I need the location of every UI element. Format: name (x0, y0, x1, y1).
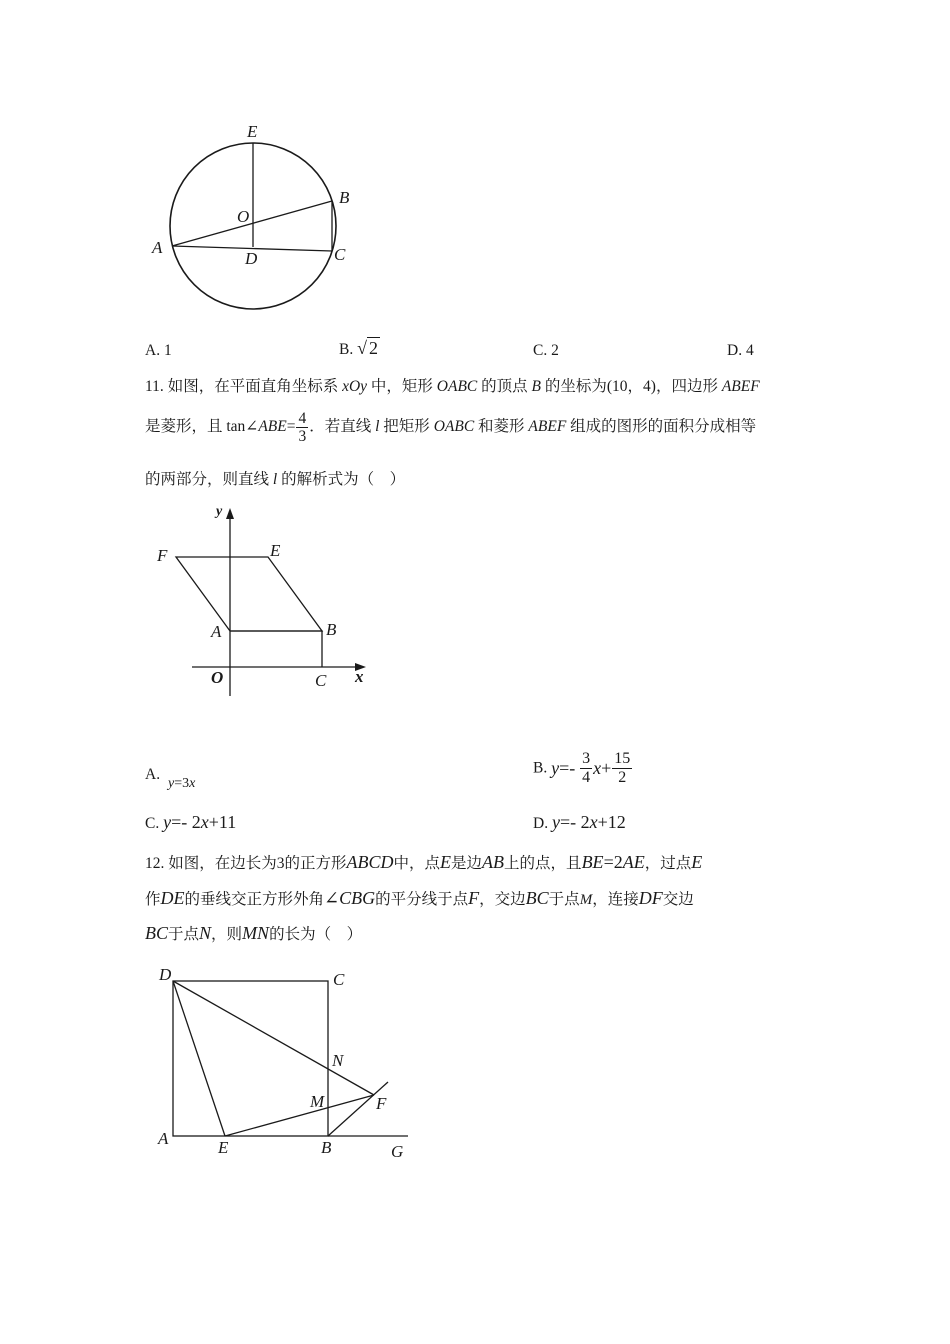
numerator: 3 (582, 750, 591, 767)
q12-line-3 (145, 924, 362, 943)
label-b: B (321, 1138, 332, 1157)
label-b: B (326, 620, 337, 639)
text: 作 (145, 891, 161, 908)
text: 如图，在平面直角坐标系 (167, 378, 343, 395)
segment-de (173, 981, 225, 1136)
text: ，过点 (644, 855, 692, 872)
math-var: E (440, 852, 452, 872)
numerator: 4 (298, 410, 307, 427)
label-m: M (310, 1092, 325, 1111)
math-var: x (589, 812, 598, 832)
option-value: 2 (551, 342, 559, 359)
math-var: BE (581, 852, 604, 872)
text: ，则 (211, 926, 243, 943)
text: 如图，在边长为3的正方形 (168, 855, 347, 872)
segment-df (173, 981, 374, 1095)
math-var: y (551, 812, 560, 832)
label-o: O (237, 207, 250, 226)
q11-line-3 (145, 472, 405, 488)
question-number: 11. (145, 378, 164, 395)
math-var: B (531, 378, 541, 395)
square-abcd (173, 981, 328, 1136)
text: ，连接 (592, 891, 639, 908)
fraction-15-2 (612, 750, 632, 786)
math-var: AB (482, 852, 505, 872)
math-var: xOy (342, 378, 368, 395)
radicand: 2 (368, 338, 378, 358)
math-var: x (593, 758, 602, 779)
label-a: A (158, 1129, 169, 1148)
option-value: 1 (163, 342, 172, 359)
segment-ab (172, 201, 332, 246)
math-var: x (189, 776, 196, 791)
label-c: C (334, 245, 346, 264)
math-var: AE (622, 852, 645, 872)
text: 中，点 (393, 855, 441, 872)
q12-line-2 (145, 889, 694, 908)
label-f: F (157, 546, 168, 565)
q11-option-b[interactable] (533, 750, 633, 786)
math-var: BC (525, 888, 549, 908)
math-var: ABCD (346, 852, 394, 872)
denominator: 3 (298, 428, 307, 446)
text: 的长为（ ） (269, 926, 363, 943)
text: ．若直线 (309, 418, 376, 436)
option-letter: A. (145, 342, 161, 359)
option-letter: C. (145, 815, 160, 832)
y-axis-arrow-icon (226, 508, 234, 519)
label-a: A (152, 238, 163, 257)
label-x: x (355, 667, 364, 686)
sqrt-expression (357, 339, 380, 357)
math-var: y (168, 776, 175, 791)
text: 的平分线于点 (375, 891, 469, 908)
q10-option-d[interactable] (727, 343, 754, 359)
label-y: y (216, 504, 223, 519)
label-g: G (391, 1142, 404, 1161)
text: 交边 (662, 891, 694, 908)
math-var: OABC (433, 418, 475, 436)
label-b: B (339, 188, 350, 207)
option-value: 4 (745, 342, 754, 359)
label-n: N (332, 1051, 344, 1070)
fraction-4-3 (296, 410, 308, 445)
text: 和菱形 (474, 418, 529, 436)
math-text: =- (559, 758, 576, 779)
math-var: CBG (339, 888, 376, 908)
option-letter: C. (533, 342, 548, 359)
label-d: D (245, 249, 258, 268)
text: 把矩形 (379, 418, 434, 436)
math-var: DE (160, 888, 185, 908)
text: 是菱形，且 tan∠ (145, 418, 259, 436)
label-o: O (211, 668, 224, 687)
text: 中，矩形 (367, 378, 437, 395)
text: 组成的图形的面积分成相等 (566, 418, 757, 436)
angle-icon: ∠ (324, 888, 340, 908)
math-var: y (163, 812, 172, 832)
math-var: x (200, 812, 209, 832)
q11-option-a[interactable] (145, 767, 160, 783)
text: 的解析式为（ ） (277, 471, 406, 488)
fraction-3-4 (580, 750, 592, 786)
text: 于点 (168, 926, 200, 943)
q11-line-2 (145, 410, 756, 445)
math-var: N (199, 923, 212, 943)
q11-line-1 (145, 379, 760, 395)
label-c: C (315, 671, 327, 690)
math-text: +11 (208, 812, 237, 832)
math-text: =2 (603, 852, 623, 872)
label-e: E (218, 1138, 229, 1157)
math-var: DF (638, 888, 663, 908)
q12-line-1 (145, 853, 702, 872)
math-var: l (375, 418, 380, 436)
math-var: BC (145, 923, 169, 943)
text: = (286, 418, 296, 436)
math-text: =3 (174, 776, 190, 791)
rhombus-abef (176, 557, 322, 631)
q11-coordinate-figure (150, 500, 380, 700)
sqrt-icon: √ (357, 338, 367, 358)
math-var: y (551, 758, 560, 779)
math-text: +12 (597, 812, 626, 832)
rectangle-oabc (230, 631, 322, 667)
label-f: F (376, 1094, 387, 1113)
q12-square-figure (150, 960, 420, 1170)
math-text: =- 2 (171, 812, 201, 832)
math-var: l (272, 471, 278, 488)
denominator: 4 (582, 768, 591, 786)
q11-option-c[interactable] (145, 813, 236, 832)
text: 的顶点 (477, 378, 532, 395)
label-a: A (211, 622, 222, 641)
text: 的垂线交正方形外角 (184, 891, 325, 908)
option-letter: B. (339, 341, 354, 358)
q10-circle-figure (140, 115, 380, 325)
text: 上的点，且 (504, 855, 582, 872)
label-e: E (270, 541, 281, 560)
math-text: + (601, 758, 612, 779)
label-d: D (159, 965, 172, 984)
math-var: M (579, 892, 593, 908)
math-var: ABEF (721, 378, 760, 395)
q11-option-d[interactable] (533, 813, 626, 832)
text: 于点 (548, 891, 580, 908)
option-letter: D. (533, 815, 549, 832)
text: 是边 (451, 855, 483, 872)
math-var: MN (242, 923, 270, 943)
option-letter: B. (533, 759, 548, 777)
math-var: ABEF (528, 418, 567, 436)
math-var: ABE (258, 418, 287, 436)
text: ，交边 (479, 891, 526, 908)
q10-option-c[interactable] (533, 343, 559, 359)
math-var: F (468, 888, 480, 908)
text: 的两部分，则直线 (145, 471, 273, 488)
text: 的坐标为(10，4)，四边形 (541, 378, 722, 395)
question-number: 12. (145, 855, 165, 872)
q11-option-a-expr (168, 777, 195, 791)
label-c: C (333, 970, 345, 989)
q10-option-b[interactable] (339, 339, 380, 358)
denominator: 2 (618, 768, 627, 786)
option-letter: D. (727, 342, 743, 359)
math-var: E (691, 852, 703, 872)
label-e: E (247, 122, 258, 141)
numerator: 15 (614, 750, 631, 767)
q10-option-a[interactable] (145, 343, 172, 359)
math-var: OABC (436, 378, 478, 395)
math-text: =- 2 (559, 812, 590, 832)
option-letter: A. (145, 766, 161, 783)
